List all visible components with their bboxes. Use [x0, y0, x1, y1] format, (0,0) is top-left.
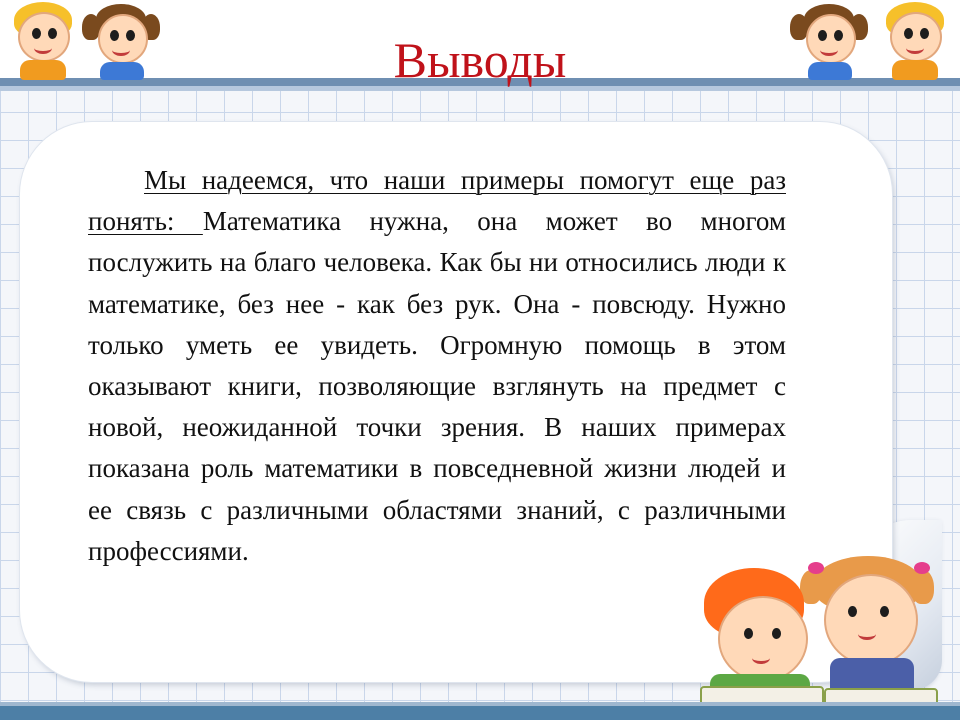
slide-title: Выводы [393, 32, 567, 88]
paragraph-body: Математика нужна, она может во многом послужить на благо человека. Как бы ни относились люди к математике, без нее - как без рук. Она - повсюду. Нужно только уметь ее увидеть. Огромную помощь в этом оказывают книги, позволяющие взглянуть на предмет с новой, неожиданной точки зрения. В наших примерах показана роль математики в повседневной жизни людей и ее связь с различными областями знаний, с различными профессиями. [88, 206, 786, 566]
footer-stripe [0, 706, 960, 720]
children-reading-icon [696, 548, 946, 706]
conclusion-paragraph [88, 160, 786, 572]
paragraph-lead: Мы надеемся, что наши примеры помогут еще раз понять: [88, 165, 786, 237]
